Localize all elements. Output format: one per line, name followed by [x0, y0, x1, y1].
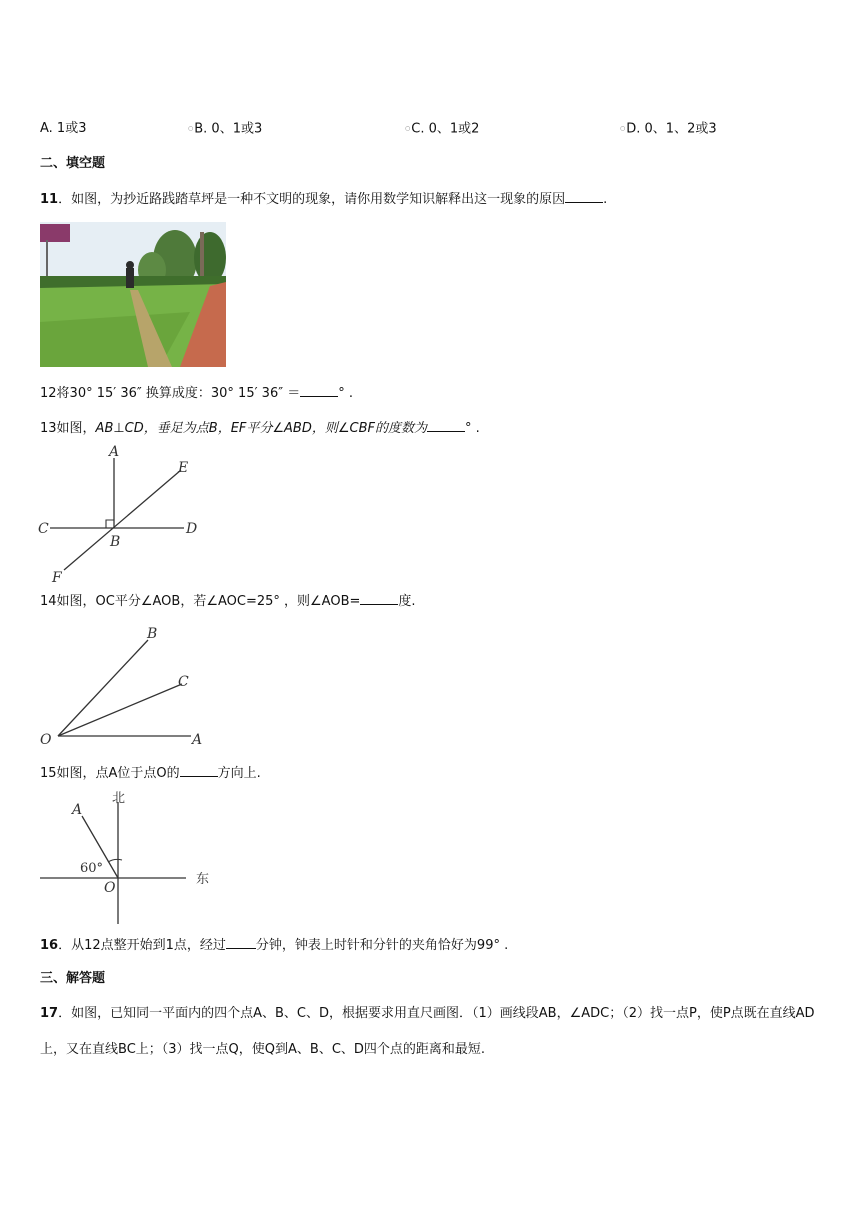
- figure-13: [36, 440, 206, 586]
- label-a: A: [72, 802, 83, 818]
- question-12: 12将30° 15′ 36″ 换算成度：30° 15′ 36″ ＝ ° .: [40, 386, 353, 401]
- label-o: O: [40, 732, 52, 748]
- label-north: 北: [112, 791, 126, 806]
- label-e: E: [178, 460, 189, 476]
- option-c: ○C. 0、1或2: [405, 121, 480, 137]
- option-b: ○B. 0、1或3: [188, 121, 263, 137]
- question-13: 13如图，AB⊥CD，垂足为点B，EF平分∠ABD，则∠CBF的度数为 ° .: [40, 421, 480, 436]
- label-east: 东: [196, 872, 210, 887]
- figure-14: [36, 622, 216, 752]
- figure-15: [36, 788, 226, 928]
- label-c: C: [38, 521, 49, 537]
- label-angle: 60°: [80, 861, 104, 876]
- label-b: B: [110, 534, 121, 550]
- option-a: A. 1或3: [40, 121, 87, 136]
- question-15: 15如图，点A位于点O的 方向上.: [40, 766, 261, 781]
- label-c: C: [178, 674, 189, 690]
- section-heading-fill-in: 二、填空题: [40, 156, 106, 171]
- label-a: A: [109, 444, 120, 460]
- question-11: 11．如图，为抄近路践踏草坪是一种不文明的现象，请你用数学知识解释出这一现象的原因 .: [40, 192, 608, 207]
- label-f: F: [52, 570, 62, 586]
- label-a: A: [192, 732, 203, 748]
- section-heading-answer: 三、解答题: [40, 971, 106, 986]
- question-16: 16．从12点整开始到1点，经过 分钟，钟表上时针和分针的夹角恰好为99° .: [40, 938, 509, 953]
- label-o: O: [104, 880, 116, 896]
- option-d: ○D. 0、1、2或3: [620, 121, 717, 137]
- label-d: D: [186, 521, 198, 537]
- question-17: 17．如图，已知同一平面内的四个点A、B、C、D，根据要求用直尺画图．（1）画线段AB，∠ADC；（2）找一点P，使P点既在直线AD上，又在直线BC上；（3）找一点Q，使Q到A、B、C、D四个点的距离和最短.: [40, 1006, 815, 1057]
- question-14: 14如图，OC平分∠AOB，若∠AOC=25° ，则∠AOB= 度.: [40, 594, 416, 609]
- label-b: B: [147, 626, 158, 642]
- lawn-photo: [40, 222, 226, 367]
